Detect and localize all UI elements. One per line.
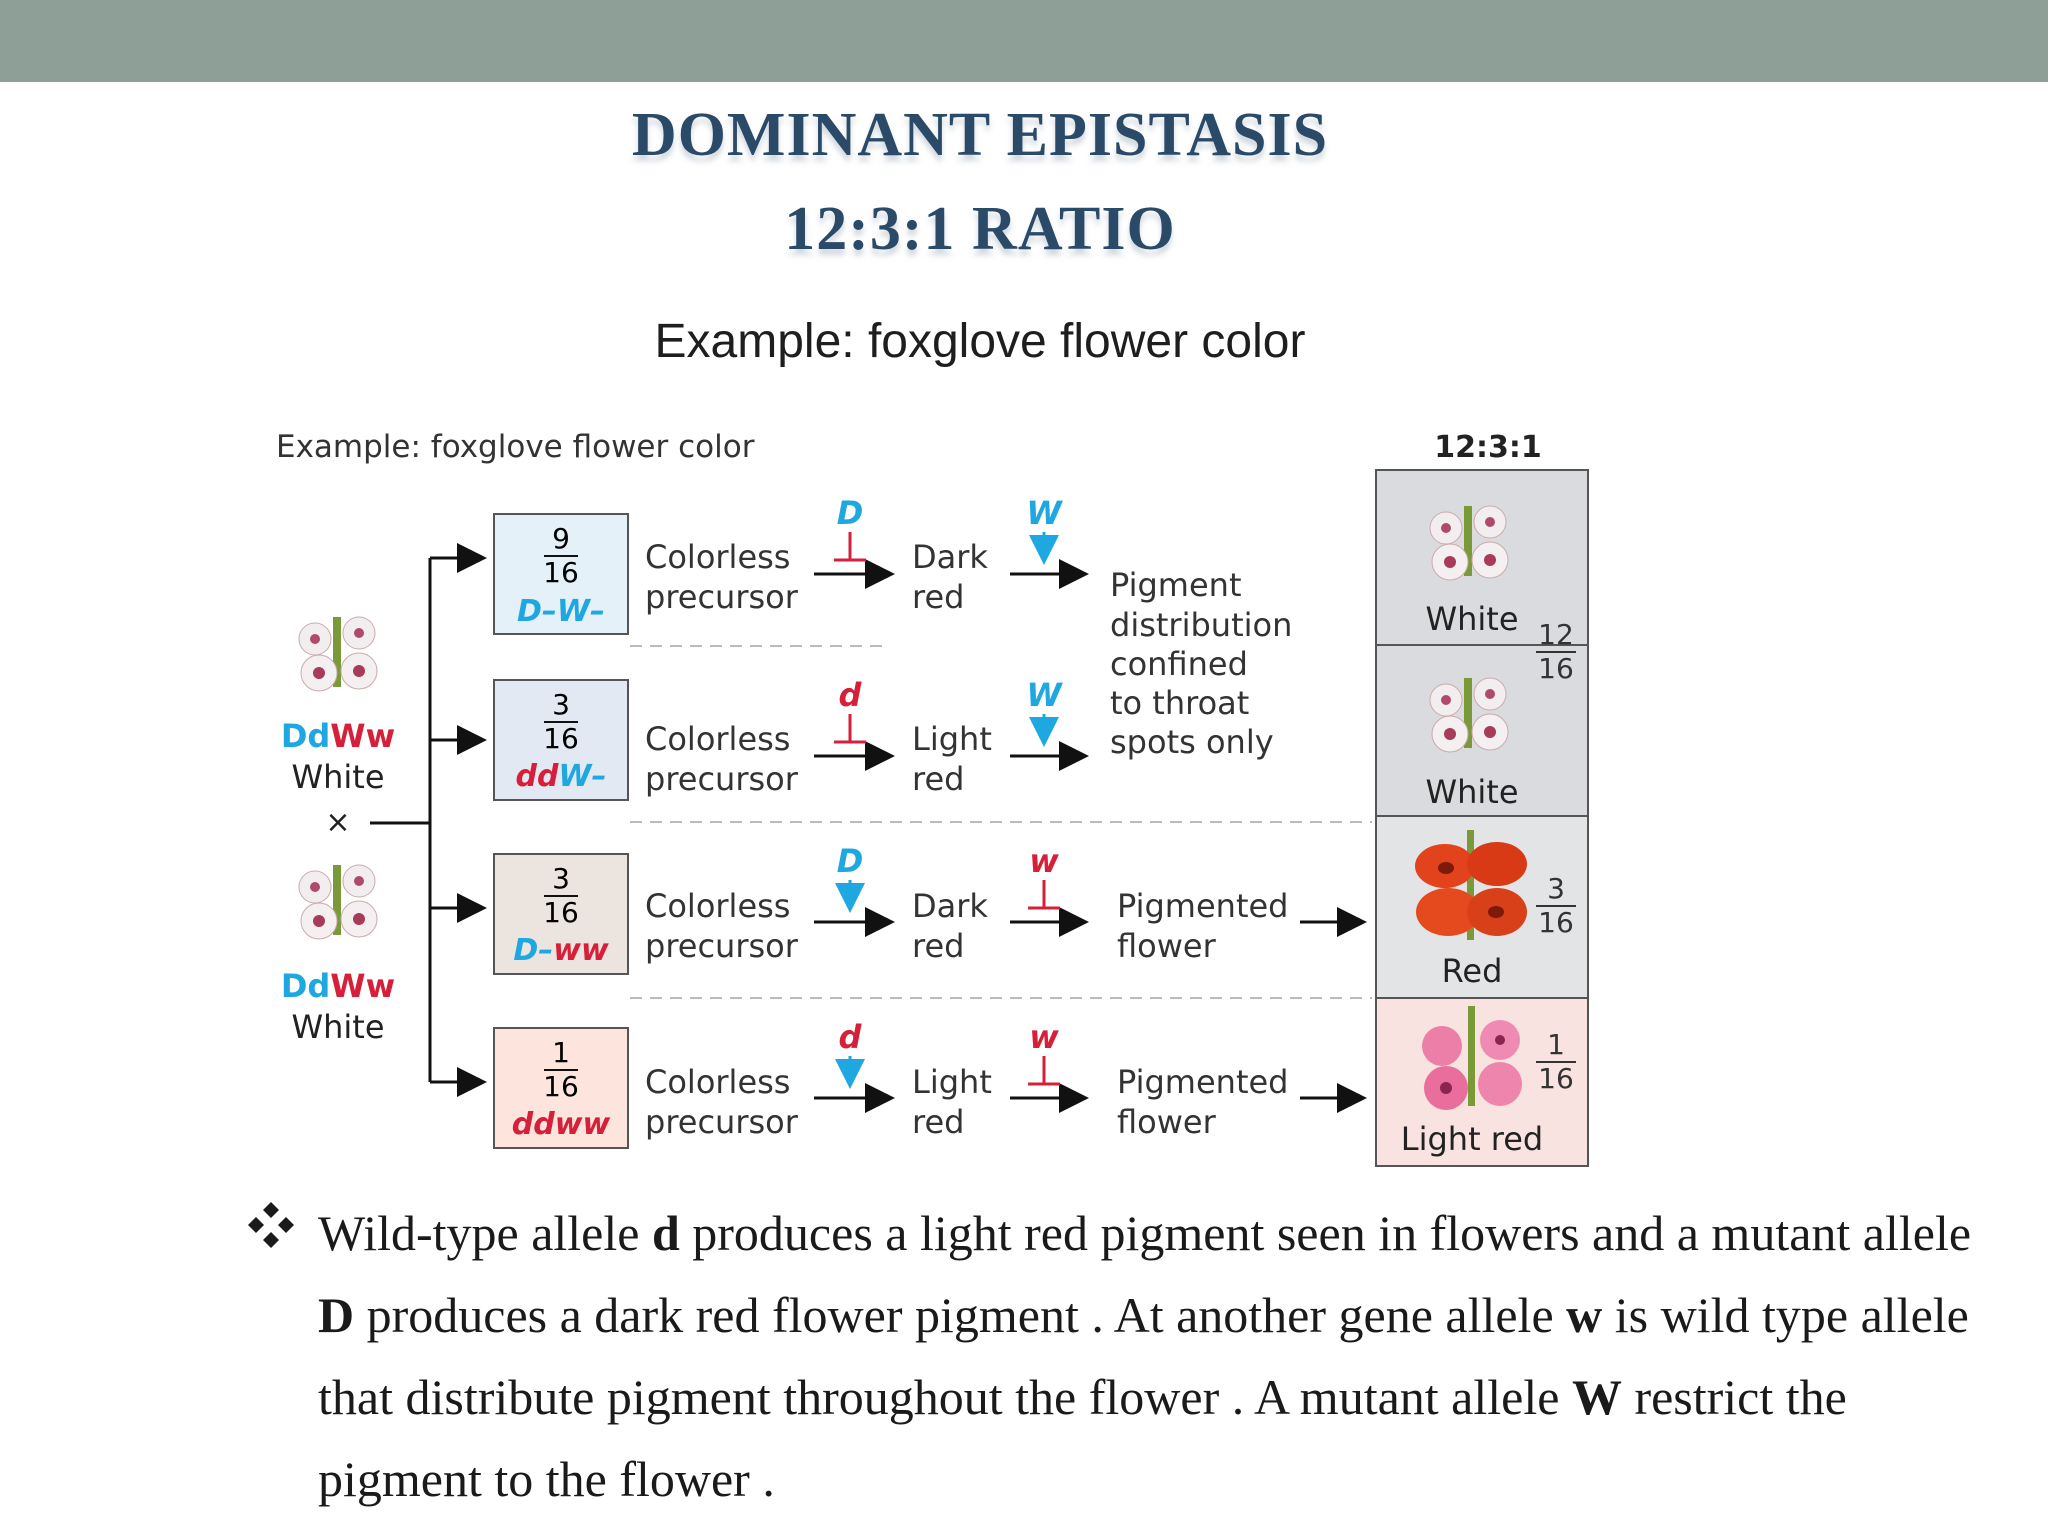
- svg-text:16: 16: [1538, 906, 1574, 939]
- intermediate-label: Light: [912, 1063, 992, 1101]
- geno-d: dd: [515, 759, 559, 794]
- bullet-allele-w-lower: w: [1566, 1287, 1603, 1343]
- genotype-box-row-4: [494, 1028, 628, 1148]
- slide-title-ratio: 12:3:1 RATIO: [784, 195, 1176, 263]
- fraction-denominator: 16: [543, 556, 579, 589]
- fraction-numerator: 1: [552, 1036, 570, 1069]
- bullet-allele-w-upper: W: [1571, 1369, 1622, 1425]
- pathway-arrows: [814, 574, 1364, 1098]
- svg-text:ddww: [512, 1107, 611, 1142]
- fraction-numerator: 3: [552, 688, 570, 721]
- allele-w-row4: [1028, 1018, 1060, 1084]
- svg-text:D–W–: [517, 594, 605, 629]
- svg-text:1: 1: [1547, 1028, 1565, 1061]
- fraction-denominator: 16: [543, 722, 579, 755]
- fraction-denominator: 16: [543, 1070, 579, 1103]
- outcome-label: Pigmented: [1117, 887, 1289, 925]
- header-bar: [0, 0, 2048, 82]
- geno-w: W–: [556, 594, 605, 629]
- svg-text:DdWw: [281, 717, 395, 755]
- svg-text:W: W: [1026, 494, 1062, 532]
- svg-text:16: 16: [1538, 1062, 1574, 1095]
- outcome-label: flower: [1117, 1103, 1216, 1141]
- genotype-box-row-3: [494, 854, 628, 974]
- geno-w: W–: [558, 759, 607, 794]
- white-outcome-line: Pigment: [1110, 566, 1242, 604]
- white-outcome-line: distribution: [1110, 606, 1293, 644]
- bullet-allele-d-upper: D: [318, 1287, 355, 1343]
- precursor-label: Colorless: [645, 1063, 791, 1101]
- svg-text:ddW–: [515, 759, 606, 794]
- bullet-text: is wild type allele that distribute pigment throughout the flower . A mutant allele: [318, 1287, 1969, 1425]
- genotype-box-row-1: [494, 514, 628, 634]
- intermediate-label: Light: [912, 720, 992, 758]
- parent-1-phenotype: White: [291, 758, 385, 796]
- geno-d: D–: [513, 933, 554, 968]
- outcome-label: Pigmented: [1117, 1063, 1289, 1101]
- svg-text:W: W: [1026, 676, 1062, 714]
- intermediate-label: red: [912, 760, 965, 798]
- allele-d-row1: [834, 494, 866, 560]
- intermediate-label: Dark: [912, 538, 988, 576]
- precursor-label: precursor: [645, 760, 798, 798]
- ratio-fraction-12-16: [1536, 618, 1576, 685]
- result-label: Red: [1441, 952, 1503, 990]
- geno-d: dd: [511, 1107, 555, 1142]
- allele-d-row3: [837, 842, 864, 910]
- fraction-denominator: 16: [543, 896, 579, 929]
- intermediate-label: Dark: [912, 887, 988, 925]
- diamond-bullet-icon: [246, 1200, 296, 1250]
- precursor-label: Colorless: [645, 538, 791, 576]
- fraction-numerator: 9: [552, 522, 570, 555]
- bullet-paragraph: [318, 1192, 1998, 1520]
- intermediate-label: red: [912, 578, 965, 616]
- svg-text:12: 12: [1538, 618, 1574, 651]
- parent-2-genotype-d: Dd: [280, 967, 331, 1005]
- svg-text:D: D: [836, 842, 864, 880]
- svg-text:D–ww: [513, 933, 609, 968]
- intermediate-label: red: [912, 1103, 965, 1141]
- bullet-text: produces a light red pigment seen in flowers and a mutant allele: [679, 1205, 1972, 1261]
- bullet-text: Wild-type allele: [318, 1205, 652, 1261]
- result-label: Light red: [1400, 1120, 1544, 1158]
- result-label: White: [1425, 773, 1519, 811]
- foxglove-white-icon: [1430, 506, 1508, 580]
- parent-1-genotype-w: Ww: [330, 717, 396, 755]
- geno-w: ww: [553, 933, 609, 968]
- geno-d: D–: [517, 594, 557, 629]
- cross-symbol: ×: [325, 805, 351, 840]
- svg-text:DdWw: [281, 967, 395, 1005]
- geno-w: ww: [554, 1107, 611, 1142]
- allele-d-row2: [834, 676, 866, 742]
- parent-2-genotype-w: Ww: [330, 967, 396, 1005]
- slide-subtitle: Example: foxglove flower color: [654, 315, 1306, 368]
- precursor-label: precursor: [645, 1103, 798, 1141]
- foxglove-white-icon: [1430, 678, 1508, 752]
- foxglove-white-icon: [299, 617, 377, 691]
- outcome-label: flower: [1117, 927, 1216, 965]
- bullet-allele-d-lower: d: [651, 1205, 680, 1261]
- ratio-label: 12:3:1: [1434, 430, 1542, 465]
- parent-1-genotype-d: Dd: [280, 717, 331, 755]
- epistasis-diagram: [0, 400, 2048, 1180]
- foxglove-white-icon: [299, 865, 377, 939]
- svg-text:w: w: [1029, 842, 1059, 880]
- result-label: White: [1425, 600, 1519, 638]
- precursor-label: precursor: [645, 927, 798, 965]
- white-outcome-line: confined: [1110, 645, 1248, 683]
- svg-text:3: 3: [1547, 872, 1565, 905]
- fraction-numerator: 3: [552, 862, 570, 895]
- white-outcome-line: to throat: [1110, 684, 1250, 722]
- allele-w-row3: [1028, 842, 1060, 908]
- svg-text:d: d: [838, 1018, 862, 1056]
- diagram-caption: Example: foxglove flower color: [276, 429, 755, 465]
- intermediate-label: red: [912, 927, 965, 965]
- slide-title: DOMINANT EPISTASIS: [631, 101, 1329, 169]
- allele-w-row2: [1026, 676, 1063, 744]
- parent-2-phenotype: White: [291, 1008, 385, 1046]
- parent-1: [281, 617, 395, 796]
- allele-w-row1: [1026, 494, 1063, 562]
- allele-d-row4: [839, 1018, 863, 1086]
- bullet-text: restrict the pigment to the flower .: [318, 1369, 1847, 1507]
- svg-text:D: D: [836, 494, 864, 532]
- svg-text:16: 16: [1538, 652, 1574, 685]
- svg-text:d: d: [838, 676, 862, 714]
- svg-text:w: w: [1029, 1018, 1059, 1056]
- precursor-label: Colorless: [645, 720, 791, 758]
- white-outcome-line: spots only: [1110, 723, 1274, 761]
- parent-2: [281, 865, 395, 1046]
- precursor-label: precursor: [645, 578, 798, 616]
- genotype-box-row-2: [494, 680, 628, 800]
- precursor-label: Colorless: [645, 887, 791, 925]
- bullet-text: produces a dark red flower pigment . At another gene allele: [354, 1287, 1567, 1343]
